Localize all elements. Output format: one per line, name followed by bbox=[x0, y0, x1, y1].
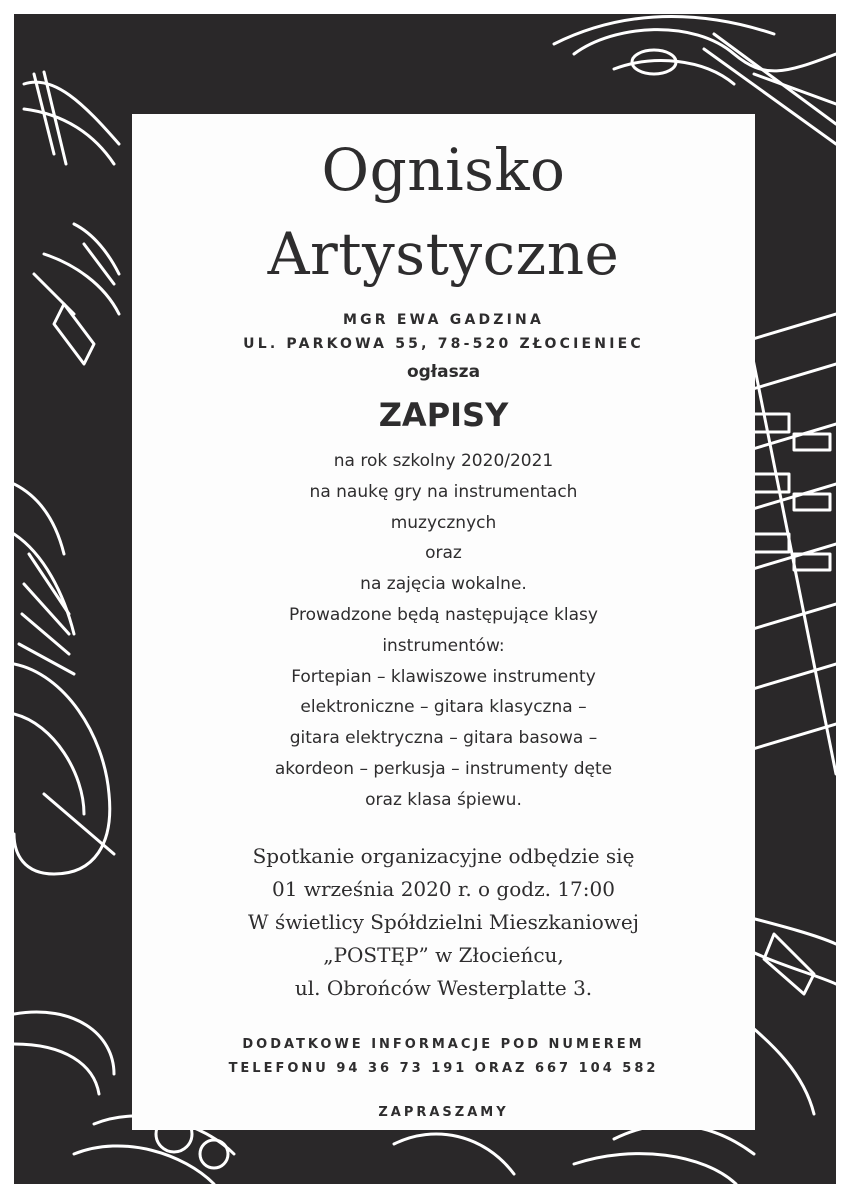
meeting-line: ul. Obrońców Westerplatte 3. bbox=[294, 975, 593, 1000]
detail-line: gitara elektryczna – gitara basowa – bbox=[289, 728, 598, 749]
closing-block bbox=[132, 1101, 755, 1125]
title-line-2: Artystyczne bbox=[267, 220, 620, 288]
meeting-line: Spotkanie organizacyjne odbędzie się bbox=[252, 843, 635, 868]
announcement-card bbox=[132, 114, 755, 1130]
title-line-1: Ognisko bbox=[321, 136, 566, 204]
meeting-line: „POSTĘP” w Złocieńcu, bbox=[323, 942, 564, 967]
announces-label: ogłasza bbox=[406, 362, 481, 382]
detail-line: Prowadzone będą następujące klasy bbox=[289, 604, 598, 625]
detail-line: elektroniczne – gitara klasyczna – bbox=[300, 697, 587, 718]
detail-line: oraz klasa śpiewu. bbox=[365, 789, 522, 810]
poster-title bbox=[132, 114, 755, 296]
closing-text: ZAPRASZAMY bbox=[378, 1104, 509, 1120]
meeting-line: 01 września 2020 r. o godz. 17:00 bbox=[272, 876, 615, 901]
mandolin-illustration bbox=[14, 484, 114, 874]
organizer-address: UL. PARKOWA 55, 78-520 ZŁOCIENIEC bbox=[243, 336, 644, 352]
detail-line: instrumentów: bbox=[382, 635, 505, 656]
detail-line: na rok szkolny 2020/2021 bbox=[333, 451, 554, 471]
detail-line: Fortepian – klawiszowe instrumenty bbox=[291, 666, 596, 687]
detail-line: oraz bbox=[425, 543, 462, 564]
detail-line: na zajęcia wokalne. bbox=[360, 574, 527, 595]
poster-frame bbox=[14, 14, 836, 1184]
headline: ZAPISY bbox=[378, 396, 509, 434]
trumpet-illustration bbox=[24, 72, 119, 364]
teacher-name: MGR EWA GADZINA bbox=[342, 312, 545, 328]
contact-line: TELEFONU 94 36 73 191 ORAZ 667 104 582 bbox=[228, 1060, 659, 1076]
meeting-line: W świetlicy Spółdzielni Mieszkaniowej bbox=[248, 909, 639, 934]
detail-line: muzycznych bbox=[390, 512, 497, 533]
enrollment-details bbox=[132, 446, 755, 816]
detail-line: akordeon – perkusja – instrumenty dęte bbox=[274, 758, 613, 779]
detail-line: na naukę gry na instrumentach bbox=[309, 481, 578, 502]
organizer-block bbox=[132, 308, 755, 356]
contact-line: DODATKOWE INFORMACJE POD NUMEREM bbox=[242, 1036, 645, 1052]
contact-info bbox=[132, 1033, 755, 1081]
meeting-info bbox=[132, 840, 755, 1005]
